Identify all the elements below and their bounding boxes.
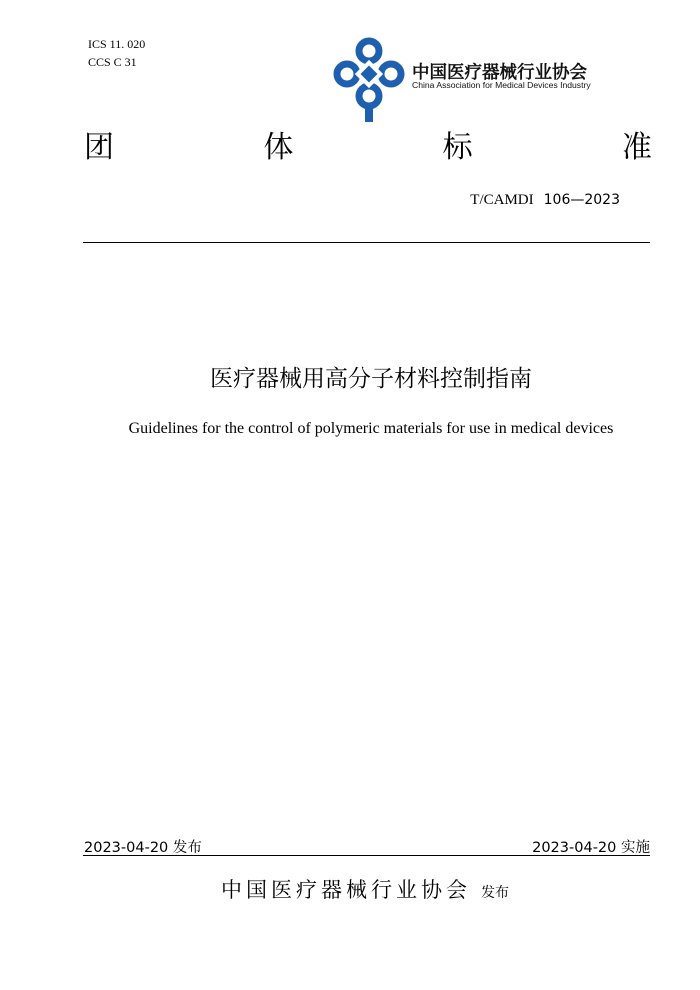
org-name-cn: 中国医疗器械行业协会 — [412, 63, 587, 83]
classification-codes — [88, 35, 145, 71]
standard-type-char: 准 — [621, 130, 652, 165]
org-name-en: China Association for Medical Devices Industry — [412, 80, 591, 90]
standard-type-char: 团 — [84, 130, 114, 165]
standard-number-prefix: T/CAMDI — [470, 192, 534, 208]
publisher-name: 中国医疗器械行业协会 — [221, 878, 471, 902]
top-divider — [83, 242, 650, 243]
bottom-divider — [83, 855, 650, 856]
standard-number — [470, 190, 620, 209]
standard-type-char: 标 — [442, 130, 473, 165]
standard-type-heading — [84, 128, 652, 168]
ccs-code: CCS C 31 — [88, 55, 137, 69]
implementation-date: 2023-04-20 实施 — [532, 840, 650, 856]
document-title-cn: 医疗器械用高分子材料控制指南 — [210, 366, 532, 392]
standard-number-value: 106—2023 — [543, 192, 620, 208]
issue-date: 2023-04-20 发布 — [84, 840, 202, 856]
ics-code: ICS 11. 020 — [88, 37, 146, 51]
publisher — [0, 874, 700, 904]
publisher-suffix: 发布 — [481, 885, 509, 901]
camdi-knot-logo-icon — [330, 34, 408, 124]
standard-type-char: 体 — [263, 130, 294, 165]
document-title-en: Guidelines for the control of polymeric materials for use in medical devices — [128, 420, 614, 437]
